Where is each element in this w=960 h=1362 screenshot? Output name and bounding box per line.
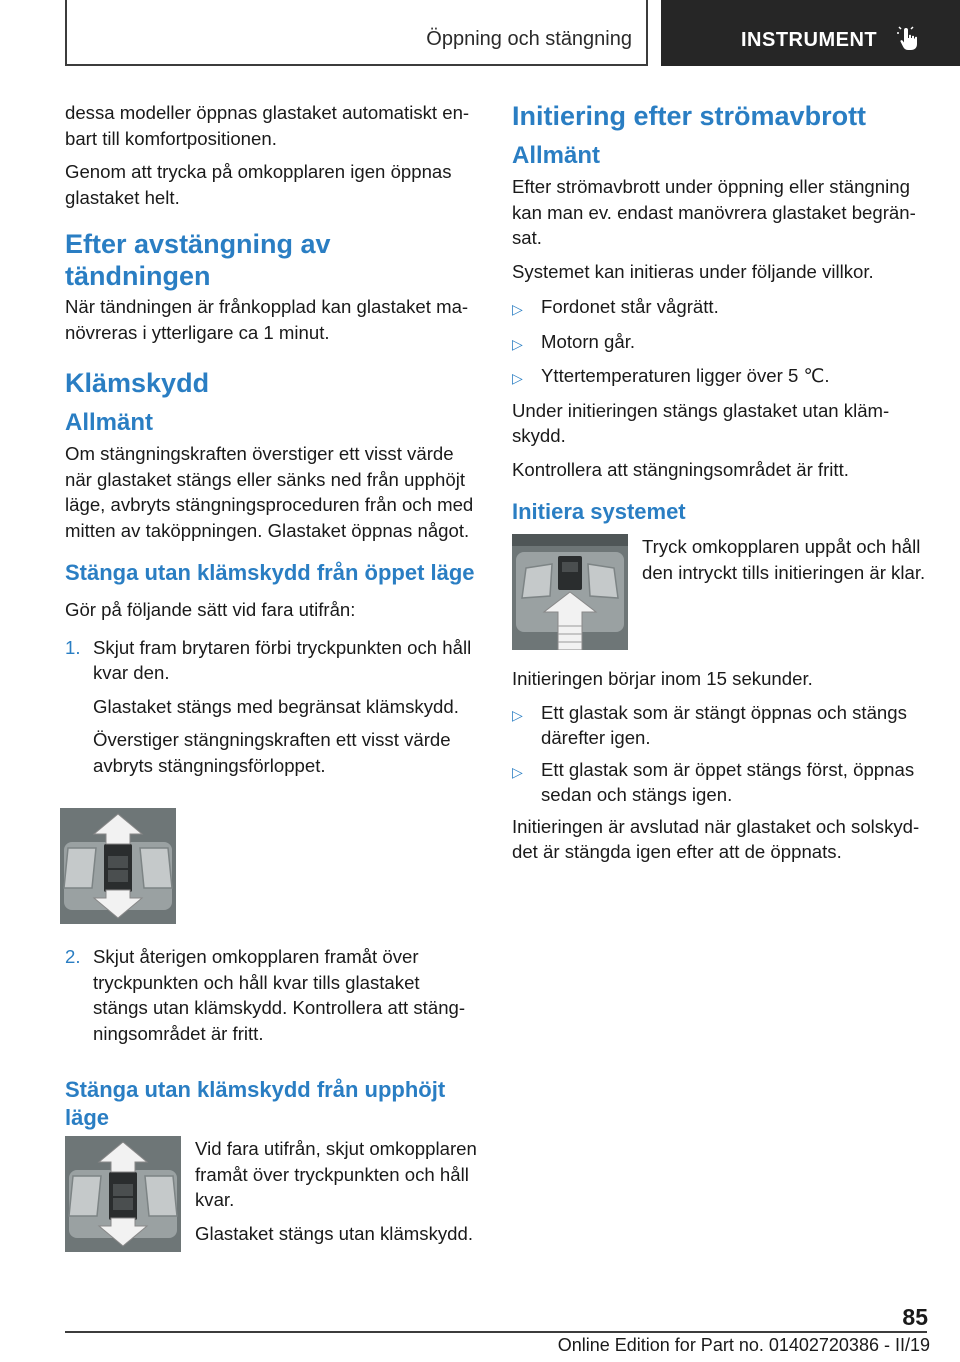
right-column <box>512 100 927 873</box>
paragraph: När tändningen är frånkopplad kan glastaket ma-növreras i ytterligare ca 1 minut. <box>65 296 469 343</box>
triangle-bullet-icon: ▷ <box>512 706 523 723</box>
paragraph: Efter strömavbrott under öppning eller stängning kan man ev. endast manövrera glastaket begrän-sat. <box>512 176 916 248</box>
edition-text: Online Edition for Part no. 01402720386 - II/19 <box>557 1335 930 1355</box>
list-item-text: Motorn går. <box>541 330 636 352</box>
paragraph: Initieringen börjar inom 15 sekunder. <box>512 668 813 689</box>
list-item <box>512 700 927 751</box>
triangle-bullet-icon: ▷ <box>512 301 523 317</box>
step-subtext: Överstiger stängningskraften ett visst värde avbryts stängningsförloppet. <box>93 729 451 776</box>
list-item <box>512 294 927 323</box>
paragraph: Vid fara utifrån, skjut omkopplaren framåt över tryckpunkten och håll kvar. <box>195 1138 477 1210</box>
switch-illustration-up-down <box>60 808 176 924</box>
triangle-bullet-icon: ▷ <box>512 335 523 352</box>
list-item-step <box>65 635 477 787</box>
paragraph: Genom att trycka på omkopplaren igen öppnas glastaket helt. <box>65 161 452 208</box>
paragraph: Kontrollera att stängningsområdet är fritt. <box>512 458 849 480</box>
triangle-bullet-icon: ▷ <box>512 763 523 780</box>
list-item-step <box>65 944 477 1054</box>
step-number: 1. <box>65 636 81 658</box>
switch-illustration-up-down <box>65 1136 181 1252</box>
heading-initialize-system: Initiera systemet <box>512 499 686 524</box>
paragraph: Gör på följande sätt vid fara utifrån: <box>65 599 356 620</box>
list-item-text: Ett glastak som är öppet stängs först, öppnas sedan och stängs igen. <box>541 758 915 805</box>
page-number: 85 <box>902 1304 928 1330</box>
illustration-with-text <box>65 1136 477 1254</box>
paragraph: dessa modeller öppnas glastaket automatiskt en-bart till komfortpositionen. <box>65 102 470 149</box>
heading-power-failure: Initiering efter strömavbrott <box>512 101 867 131</box>
heading-general: Allmänt <box>65 409 154 436</box>
paragraph: Tryck omkopplaren uppåt och håll den intryckt tills initieringen är klar. <box>642 536 926 583</box>
heading-pinch-protection: Klämskydd <box>65 368 210 398</box>
paragraph: Om stängningskraften överstiger ett visst värde när glastaket stängs eller sänks ned från upphöjt läge, avbryts stängningsproceduren från och med mitten av taköppningen. Glastaket öppnas något. <box>65 443 474 541</box>
heading-ignition: Efter avstängning av tändningen <box>65 229 331 291</box>
paragraph: Under initieringen stängs glastaket utan kläm-skydd. <box>512 399 890 446</box>
list-item <box>512 757 927 808</box>
paragraph: Systemet kan initieras under följande villkor. <box>512 260 874 282</box>
list-item-text: Fordonet står vågrätt. <box>541 296 719 317</box>
heading-close-from-open: Stänga utan klämskydd från öppet läge <box>65 560 475 585</box>
illustration-with-text <box>512 534 927 650</box>
hand-pointer-icon <box>895 25 923 53</box>
step-subtext: Glastaket stängs med begränsat klämskydd. <box>93 695 459 717</box>
left-column <box>65 100 477 1264</box>
list-item-text: Yttertemperaturen ligger över 5 ℃. <box>541 365 830 386</box>
list-item <box>512 363 927 392</box>
step-text: Skjut fram brytaren förbi tryckpunkten och håll kvar den. <box>93 636 472 683</box>
paragraph: Glastaket stängs utan klämskydd. <box>195 1222 474 1244</box>
list-item-text: Ett glastak som är stängt öppnas och stängs därefter igen. <box>541 701 907 748</box>
heading-general: Allmänt <box>512 142 601 169</box>
step-number: 2. <box>65 946 81 967</box>
heading-close-from-raised: Stänga utan klämskydd från upphöjt läge <box>65 1077 446 1130</box>
chapter-tab-label: INSTRUMENT <box>741 29 878 51</box>
section-header-box <box>65 0 648 66</box>
switch-illustration-up <box>512 534 628 650</box>
footer-divider <box>65 1331 927 1333</box>
list-item <box>512 329 927 358</box>
section-title: Öppning och stängning <box>426 28 632 50</box>
triangle-bullet-icon: ▷ <box>512 370 523 386</box>
paragraph: Initieringen är avslutad när glastaket och solskyd-det är stängda igen efter att de öppnats. <box>512 815 920 862</box>
page-header <box>0 0 960 66</box>
step-text: Skjut återigen omkopplaren framåt över tryckpunkten och håll kvar tills glastaket stängs utan klämskydd. Kontrollera att stäng-ningsområdet är fritt. <box>93 946 466 1044</box>
